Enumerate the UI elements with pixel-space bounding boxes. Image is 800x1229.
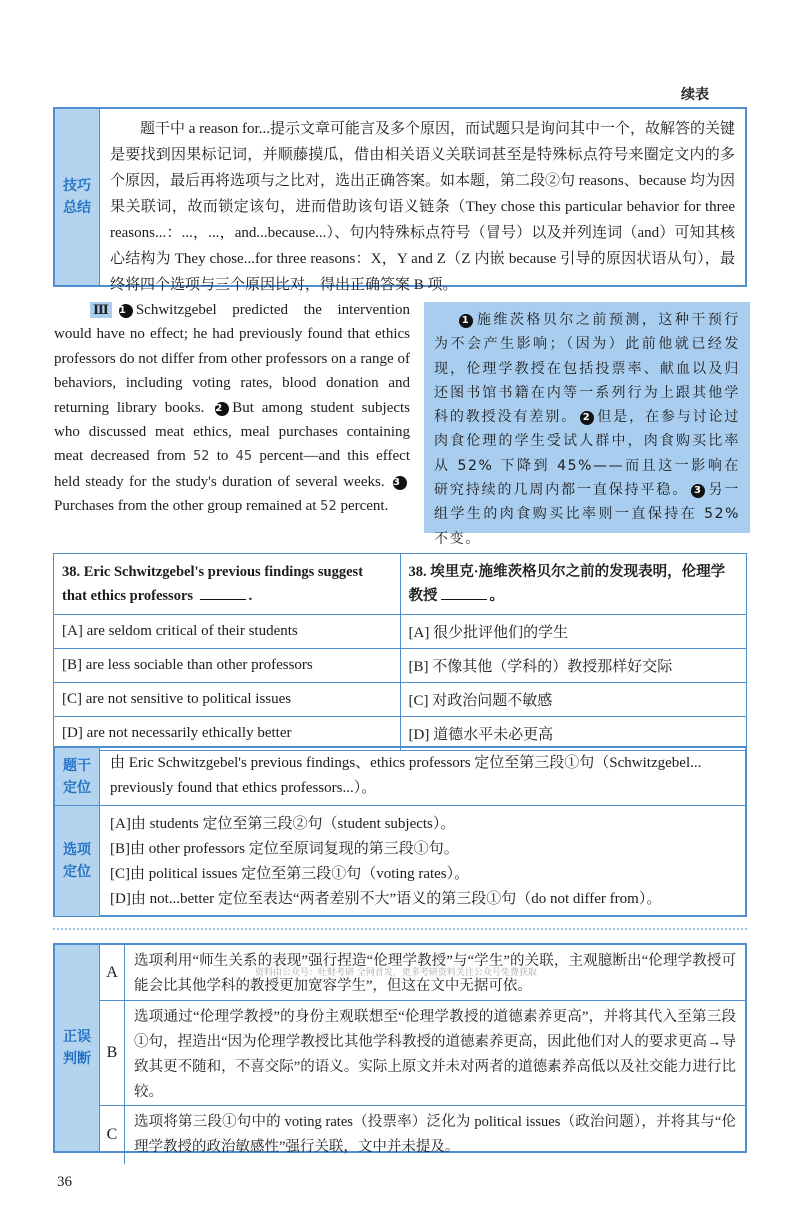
option-zh: [A] 很少批评他们的学生 bbox=[400, 615, 747, 649]
question-table bbox=[53, 553, 747, 751]
sentence-1: Schwitzgebel predicted the intervention would have no effect; he had previously found that ethics professors do not differ from other professors on a range of behaviors, including voting rates, blood donation and returning library books. bbox=[54, 302, 410, 416]
sentence-number-icon: 3 bbox=[393, 476, 407, 490]
judgement-text: 选项将第三段①句中的 voting rates（投票率）泛化为 political issues（政治问题），并将其与“伦理学教授的政治敏感性”强行关联，文中并未提及。 bbox=[134, 1114, 736, 1155]
answer-blank bbox=[441, 599, 487, 600]
option-en: [B] are less sociable than other professors bbox=[54, 649, 401, 683]
sentence-2a: But among student subjects who discussed meat ethics, meal purchases containing meat decreased from bbox=[54, 399, 411, 465]
answer-blank bbox=[200, 599, 246, 600]
option-zh: [C] 对政治问题不敏感 bbox=[400, 683, 747, 717]
option-zh: [B] 不像其他（学科的）教授那样好交际 bbox=[400, 649, 747, 683]
option-row bbox=[54, 683, 747, 717]
judgement-label: 正误 判断 bbox=[55, 945, 100, 1151]
option-locate-list bbox=[100, 806, 671, 916]
sentence-number-icon: 3 bbox=[691, 484, 705, 498]
question-stem-row bbox=[54, 554, 747, 615]
option-en: [D] are not necessarily ethically better bbox=[54, 717, 401, 751]
tip-summary-box bbox=[53, 107, 747, 293]
option-letter: C bbox=[100, 1106, 125, 1164]
judgement-row-c bbox=[100, 1106, 745, 1164]
sentence-number-icon: 2 bbox=[215, 402, 229, 416]
locate-box bbox=[53, 746, 747, 917]
sentence-number-icon: 1 bbox=[459, 314, 473, 328]
tip-summary-label: 技巧 总结 bbox=[55, 109, 100, 285]
option-locate-row bbox=[55, 806, 745, 916]
option-locate-item: [A]由 students 定位至第三段②句（student subjects）。 bbox=[110, 816, 456, 832]
judgement-row-b bbox=[100, 1001, 745, 1106]
stem-locate-row bbox=[55, 748, 745, 806]
option-locate-label: 选项 定位 bbox=[55, 806, 100, 916]
judgement-box bbox=[53, 943, 747, 1153]
stem-locate-text: 由 Eric Schwitzgebel's previous findings、ethics professors 定位至第三段①句（Schwitzgebel... previously found that ethics professors...）。 bbox=[110, 755, 702, 796]
option-locate-item: [D]由 not...better 定位至表达“两者差别不大”语义的第三段①句（do not differ from）。 bbox=[110, 891, 662, 907]
tip-summary-text: 题干中 a reason for...提示文章可能言及多个原因，而试题只是询问其中一个，故解答的关键是要找到因果标记词，并顺藤摸瓜，借由相关语义关联词甚至是特殊标点符号来圈定文内的多个原因，最后再将选项与之比对，选出正确答案。如本题，第二段②句 reasons、because 均为因果关联词，故而锁定该句，进而借助该句语义链条（They chose this particular behavior for three reasons...：...，...，and...because...）、句内特殊标点符号（冒号）以及并列连词（and）可知其核心结构为 They chose...for three reasons：X，Y and Z（Z 内嵌 because 引导的原因状语从句），最终将四个选项与三个原因比对，得出正确答案 B 项。 bbox=[110, 121, 735, 293]
watermark-text: 资料由公众号：吐财考研 全网首发，更多考研资料关注公众号免费获取 bbox=[255, 968, 537, 978]
question-stem-zh: 38. 埃里克·施维茨格贝尔之前的发现表明，伦理学教授 。 bbox=[400, 554, 747, 615]
option-letter: A bbox=[100, 945, 125, 1000]
question-stem-en: 38. Eric Schwitzgebel's previous findings suggest that ethics professors . bbox=[54, 554, 401, 615]
judgement-text: 选项通过“伦理学教授”的身份主观联想至“伦理学教授的道德素养更高”，并将其代入至第三段①句，捏造出“因为伦理学教授比其他学科教授的道德素养更高，因此他们对人的要求更高→导致其更不随和，不喜交际”的语义。实际上原文并未对两者的道德素养高低以及社交能力进行比较。 bbox=[134, 1009, 736, 1100]
english-passage: Ⅲ 1 Schwitzgebel predicted the intervention would have no effect; he had previously found that ethics professors do not differ from other professors on a range of behaviors, including voting rates, blood donation and returning library books. 2 But among student subjects who discussed meat ethics, meal purchases containing meat decreased from 52 to 45 percent—and this effect held steady for the study's duration of several weeks. 3Purchases from the other group remained at 52 percent. bbox=[54, 302, 411, 515]
option-en: [A] are seldom critical of their students bbox=[54, 615, 401, 649]
page-number: 36 bbox=[57, 1174, 72, 1190]
judgement-row-a bbox=[100, 945, 745, 1001]
option-row bbox=[54, 615, 747, 649]
continued-table-label: 续表 bbox=[681, 87, 709, 103]
option-locate-item: [B]由 other professors 定位至原词复现的第三段①句。 bbox=[110, 841, 459, 857]
chinese-translation-box: 1 施维茨格贝尔之前预测，这种干预行为不会产生影响；（因为）此前他就已经发现，伦理学教授在包括投票率、献血以及归还图书馆书籍在内等一系列行为上跟其他学科的教授没有差别。 2 但是，在参与讨论过肉食伦理的学生受试人群中，肉食购买比率从 52% 下降到 45%——而且这一影响在研究持续的几周内都一直保持平稳。 3 另一组学生的肉食购买比率则一直保持在 52% 不变。 bbox=[424, 302, 750, 533]
option-locate-item: [C]由 political issues 定位至第三段①句（voting rates）。 bbox=[110, 866, 470, 882]
sentence-number-icon: 2 bbox=[580, 411, 594, 425]
option-letter: B bbox=[100, 1001, 125, 1105]
stem-locate-label: 题干 定位 bbox=[55, 748, 100, 805]
dotted-divider bbox=[53, 928, 747, 930]
option-row bbox=[54, 649, 747, 683]
sentence-3a: Purchases from the other group remained at bbox=[54, 498, 317, 515]
option-zh: [D] 道德水平未必更高 bbox=[400, 717, 747, 751]
paragraph-number-badge: Ⅲ bbox=[90, 302, 112, 318]
option-en: [C] are not sensitive to political issues bbox=[54, 683, 401, 717]
sentence-number-icon: 1 bbox=[119, 304, 133, 318]
judgement-text: 选项利用“师生关系的表现”强行捏造“伦理学教授”与“学生”的关联，主观臆断出“伦理学教授可能会比其他学科的教授更加宽容学生”，但这在文中无据可依。 资料由公众号：吐财考研 全网首发，更多考研资料关注公众号免费获取 bbox=[134, 953, 736, 994]
